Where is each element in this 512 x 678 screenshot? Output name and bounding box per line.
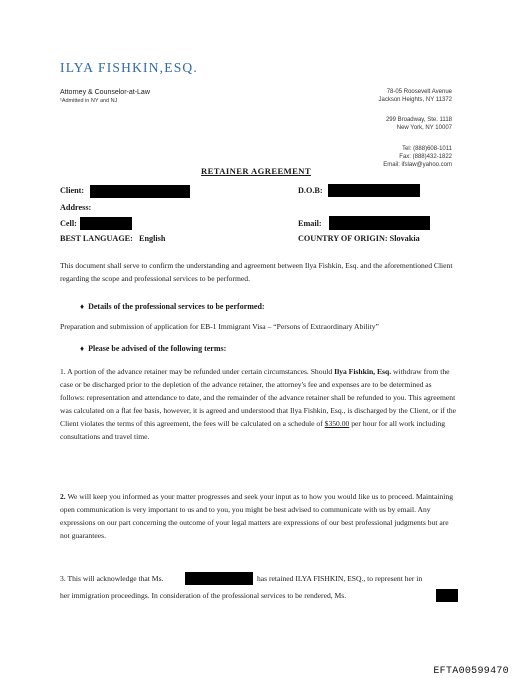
- attorney-title: Attorney & Counselor-at-Law: [60, 89, 150, 96]
- diamond-bullet-icon: ♦: [80, 344, 89, 353]
- details-heading: [80, 302, 265, 311]
- details-heading-text: Details of the professional services to be performed:: [88, 302, 265, 311]
- p2-number: 2.: [60, 492, 66, 501]
- contact-fax: Fax: (888)432-1822: [399, 154, 452, 160]
- diamond-bullet-icon: ♦: [80, 302, 89, 311]
- office-address-1: [379, 88, 453, 104]
- address2-line1: 299 Broadway, Ste. 1118: [385, 117, 452, 123]
- terms-heading: [80, 344, 226, 353]
- contact-email: Email: ifslaw@yahoo.com: [383, 162, 452, 168]
- address1-line2: Jackson Heights, NY 11372: [378, 97, 452, 103]
- p1-text-e: per hour for all work including consultations and travel time.: [60, 419, 446, 441]
- intro-paragraph: This document shall serve to confirm the understanding and agreement between Ilya Fishkin, Esq. and the aforementioned Client regarding the scope and professional services to be performed.: [60, 261, 453, 283]
- terms-heading-text: Please be advised of the following terms:: [88, 344, 227, 353]
- dob-label: D.O.B:: [298, 186, 323, 195]
- p1-text-a: 1. A portion of the advance retainer may be refunded under certain circumstances. Should: [60, 367, 335, 376]
- p1-text-c: withdraw from the case or be discharged prior to the depletion of the advance retainer, the attorney's fee and expenses are to be determined as follows: representation and attendance to date, and the remainder of the advance retainer shall be refunded to you. This agreement was calculated on a flat fee basis, however, it is agreed and understood that Ilya Fishkin, Esq., is discharged by the Client, or if the Client violates the terms of this agreement, the fees will be calculated on a schedule of: [60, 367, 457, 428]
- redaction-client-name: [185, 572, 253, 585]
- address2-line2: New York, NY 10007: [396, 125, 452, 131]
- paragraph-1: [60, 365, 458, 443]
- p3-line2: her immigration proceedings. In consideration of the professional services to be rendered, Ms.: [60, 591, 347, 600]
- redaction-client: [90, 185, 190, 198]
- paragraph-2: [60, 490, 456, 542]
- firm-name: ILYA FISHKIN,ESQ.: [60, 60, 198, 75]
- admission-note: ¹Admitted in NY and NJ: [60, 98, 118, 104]
- redaction-email: [329, 216, 430, 230]
- best-language: BEST LANGUAGE: English: [60, 234, 166, 243]
- redaction-client-name-2: [436, 589, 458, 602]
- country-of-origin: COUNTRY OF ORIGIN: Slovakia: [298, 234, 420, 243]
- email-label: Email:: [298, 219, 322, 228]
- p3-line1-start: 3. This will acknowledge that Ms.: [60, 574, 164, 583]
- p2-text: We will keep you informed as your matter progresses and seek your input as to how you would like us to proceed. Maintaining open communication is very important to us and to you, you might be best advised to communicate with us by email. Any expressions on our part concerning the outcome of your legal matters are expressions of our best professional judgments but are not guarantees.: [60, 492, 453, 540]
- p1-name-bold: Ilya Fishkin, Esq.: [334, 367, 392, 376]
- address-label: Address:: [60, 203, 92, 212]
- office-address-2: [386, 116, 452, 132]
- redaction-dob: [328, 184, 420, 197]
- details-text: Preparation and submission of application for EB-1 Immigrant Visa – “Persons of Extraordinary Ability”: [60, 322, 379, 331]
- client-label: Client:: [60, 186, 85, 195]
- cell-label: Cell:: [60, 219, 77, 228]
- document-id: EFTA00599470: [433, 666, 509, 677]
- redaction-cell: [80, 217, 132, 230]
- p3-line1-end: has retained ILYA FISHKIN, ESQ., to represent her in: [257, 574, 423, 583]
- contact-tel: Tel: (888)608-1011: [402, 146, 452, 152]
- agreement-title: RETAINER AGREEMENT: [201, 166, 311, 176]
- p1-rate: $350.00: [324, 419, 350, 428]
- address1-line1: 78-05 Roosevelt Avenue: [386, 89, 452, 95]
